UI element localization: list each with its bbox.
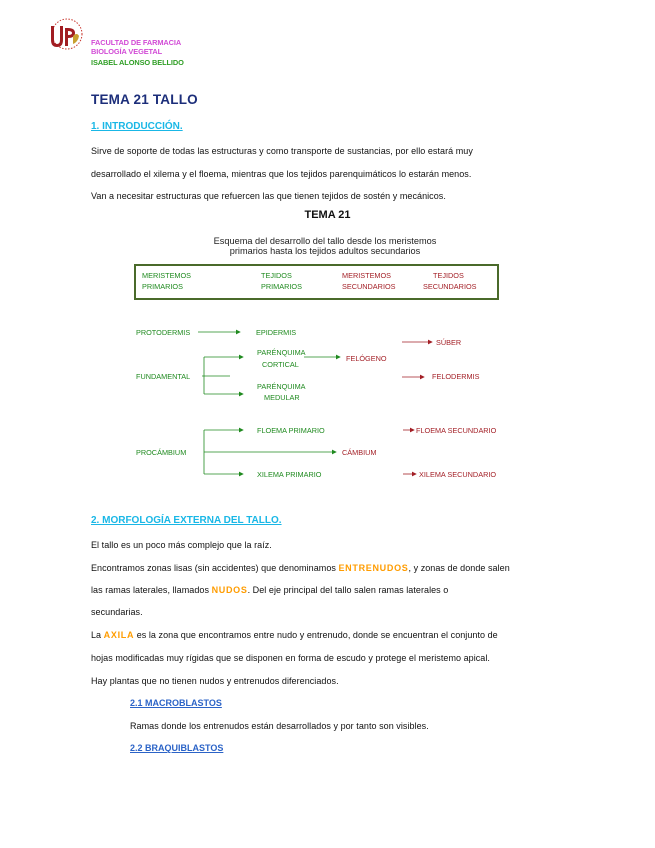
node-procambium: PROCÁMBIUM: [136, 448, 187, 457]
node-fundamental: FUNDAMENTAL: [136, 372, 191, 381]
box-col2-label-b: PRIMARIOS: [261, 282, 302, 291]
node-floema-secundario: FLOEMA SECUNDARIO: [416, 426, 497, 435]
intro-line-3: Van a necesitar estructuras que refuercen las que tienen tejidos de sostén y mecánicos.: [91, 191, 446, 201]
box-col2-label-a: TEJIDOS: [261, 271, 292, 280]
section-heading-intro: 1. INTRODUCCIÓN.: [91, 121, 183, 132]
box-col1-label-a: MERISTEMOS: [142, 271, 192, 280]
diagram-title: TEMA 21: [304, 209, 351, 221]
morfologia-line-4: secundarias.: [91, 607, 143, 617]
node-parenquima-cortical-a: PARÉNQUIMA: [257, 348, 306, 357]
term-entrenudos: ENTRENUDOS: [338, 563, 409, 573]
text-run: es la zona que encontramos entre nudo y entrenudo, donde se encuentran el conjunto de: [134, 630, 498, 640]
morfologia-line-2: [91, 563, 510, 573]
subheading-macroblastos: 2.1 MACROBLASTOS: [130, 698, 222, 708]
node-xilema-primario: XILEMA PRIMARIO: [257, 470, 322, 479]
morfologia-line-3: [91, 585, 448, 595]
procambium-branch: [204, 430, 336, 474]
morfologia-line-5: [91, 630, 498, 640]
text-run: Encontramos zonas lisas (sin accidentes) que denominamos: [91, 563, 339, 573]
diagram-arrows: [0, 300, 655, 500]
node-parenquima-medular-a: PARÉNQUIMA: [257, 382, 306, 391]
node-floema-primario: FLOEMA PRIMARIO: [257, 426, 325, 435]
university-logo: [45, 14, 85, 54]
node-felogeno: FELÓGENO: [346, 354, 387, 363]
node-suber: SÚBER: [436, 338, 462, 347]
node-protodermis: PROTODERMIS: [136, 328, 191, 337]
node-felodermis: FELODERMIS: [432, 372, 480, 381]
morfologia-line-7: Hay plantas que no tienen nudos y entrenudos diferenciados.: [91, 676, 339, 686]
macroblastos-text: Ramas donde los entrenudos están desarrollados y por tanto son visibles.: [130, 721, 429, 731]
node-parenquima-medular-b: MEDULAR: [264, 393, 300, 402]
diagram-caption-line-1: Esquema del desarrollo del tallo desde los meristemos: [213, 236, 437, 246]
term-nudos: NUDOS: [211, 585, 248, 595]
morfologia-line-1: El tallo es un poco más complejo que la raíz.: [91, 540, 272, 550]
fundamental-branch: [202, 357, 243, 394]
intro-line-2: desarrollado el xilema y el floema, mientras que los tejidos parenquimáticos lo estarán menos.: [91, 169, 472, 179]
node-epidermis: EPIDERMIS: [256, 328, 297, 337]
text-run: La: [91, 630, 104, 640]
header-faculty: FACULTAD DE FARMACIA: [91, 38, 182, 47]
box-col4-label-a: TEJIDOS: [433, 271, 464, 280]
term-axila: AXILA: [103, 630, 135, 640]
morfologia-line-6: hojas modificadas muy rígidas que se disponen en forma de escudo y protege el meristemo apical.: [91, 653, 490, 663]
box-col4-label-b: SECUNDARIOS: [423, 282, 477, 291]
box-col3-label-a: MERISTEMOS: [342, 271, 392, 280]
header-subject: BIOLOGÍA VEGETAL: [91, 47, 163, 56]
node-parenquima-cortical-b: CORTICAL: [262, 360, 299, 369]
box-col1-label-b: PRIMARIOS: [142, 282, 183, 291]
logo-emblem: [51, 19, 82, 49]
subheading-braquiblastos: 2.2 BRAQUIBLASTOS: [130, 743, 224, 753]
text-run: , y zonas de donde salen: [408, 563, 510, 573]
text-run: las ramas laterales, llamados: [91, 585, 212, 595]
node-xilema-secundario: XILEMA SECUNDARIO: [419, 470, 497, 479]
text-run: . Del eje principal del tallo salen ramas laterales o: [247, 585, 449, 595]
diagram-caption-line-2: primarios hasta los tejidos adultos secundarios: [229, 246, 421, 256]
page-title: TEMA 21 TALLO: [91, 92, 198, 107]
node-cambium: CÁMBIUM: [342, 448, 377, 457]
intro-line-1: Sirve de soporte de todas las estructuras y como transporte de sustancias, por ello estará muy: [91, 146, 473, 156]
header-author: ISABEL ALONSO BELLIDO: [91, 58, 184, 67]
box-col3-label-b: SECUNDARIOS: [342, 282, 396, 291]
section-heading-morfologia: 2. MORFOLOGÍA EXTERNA DEL TALLO.: [91, 515, 282, 526]
